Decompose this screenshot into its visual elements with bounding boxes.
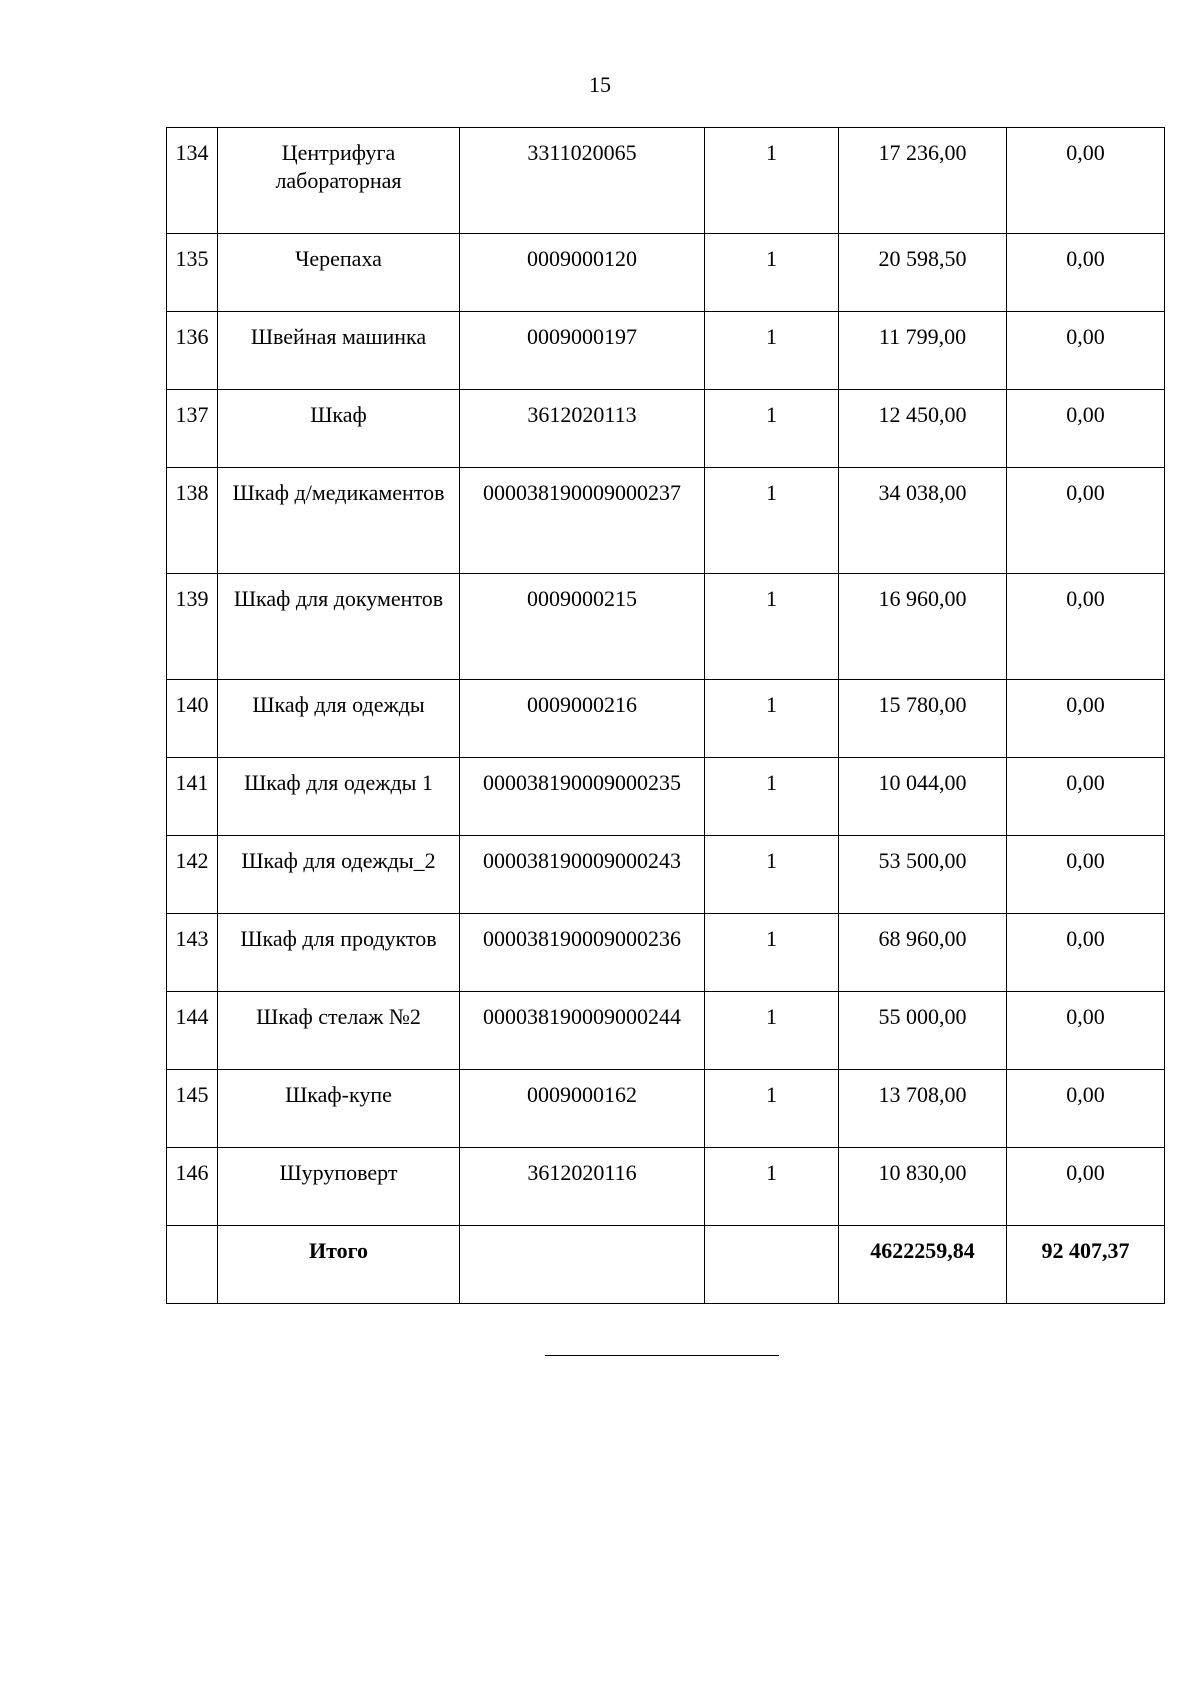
table-row <box>167 312 1165 390</box>
depreciation: 0,00 <box>1007 312 1165 390</box>
table-row <box>167 468 1165 574</box>
price: 20 598,50 <box>839 234 1007 312</box>
item-name: Центрифуга лабораторная <box>218 128 460 234</box>
quantity: 1 <box>705 390 839 468</box>
item-name: Шкаф для одежды 1 <box>218 758 460 836</box>
row-number: 144 <box>167 992 218 1070</box>
price: 53 500,00 <box>839 836 1007 914</box>
price: 16 960,00 <box>839 574 1007 680</box>
item-name: Шуруповерт <box>218 1148 460 1226</box>
price: 13 708,00 <box>839 1070 1007 1148</box>
item-name: Шкаф <box>218 390 460 468</box>
depreciation: 0,00 <box>1007 992 1165 1070</box>
table-row <box>167 234 1165 312</box>
item-name: Шкаф д/медикаментов <box>218 468 460 574</box>
table-row <box>167 1148 1165 1226</box>
inventory-code: 0009000197 <box>460 312 705 390</box>
row-number: 142 <box>167 836 218 914</box>
quantity: 1 <box>705 914 839 992</box>
footer-rule <box>545 1355 779 1356</box>
depreciation: 0,00 <box>1007 836 1165 914</box>
quantity: 1 <box>705 680 839 758</box>
inventory-code: 000038190009000244 <box>460 992 705 1070</box>
table-row <box>167 680 1165 758</box>
row-number: 138 <box>167 468 218 574</box>
row-number: 136 <box>167 312 218 390</box>
item-name: Шкаф стелаж №2 <box>218 992 460 1070</box>
depreciation: 0,00 <box>1007 468 1165 574</box>
inventory-code: 000038190009000235 <box>460 758 705 836</box>
item-name: Швейная машинка <box>218 312 460 390</box>
total-row <box>167 1226 1165 1304</box>
price: 11 799,00 <box>839 312 1007 390</box>
inventory-code: 0009000120 <box>460 234 705 312</box>
price: 12 450,00 <box>839 390 1007 468</box>
table-row <box>167 574 1165 680</box>
inventory-code: 3612020113 <box>460 390 705 468</box>
row-number: 135 <box>167 234 218 312</box>
table-row <box>167 758 1165 836</box>
price: 34 038,00 <box>839 468 1007 574</box>
price: 10 830,00 <box>839 1148 1007 1226</box>
item-name: Шкаф-купе <box>218 1070 460 1148</box>
quantity: 1 <box>705 312 839 390</box>
total-number-cell <box>167 1226 218 1304</box>
total-label: Итого <box>218 1226 460 1304</box>
table-row <box>167 1070 1165 1148</box>
table-row <box>167 992 1165 1070</box>
total-qty-cell <box>705 1226 839 1304</box>
row-number: 143 <box>167 914 218 992</box>
price: 68 960,00 <box>839 914 1007 992</box>
quantity: 1 <box>705 836 839 914</box>
item-name: Черепаха <box>218 234 460 312</box>
quantity: 1 <box>705 1148 839 1226</box>
table-row <box>167 836 1165 914</box>
price: 15 780,00 <box>839 680 1007 758</box>
row-number: 139 <box>167 574 218 680</box>
quantity: 1 <box>705 1070 839 1148</box>
quantity: 1 <box>705 574 839 680</box>
inventory-code: 0009000215 <box>460 574 705 680</box>
inventory-code: 0009000162 <box>460 1070 705 1148</box>
row-number: 146 <box>167 1148 218 1226</box>
quantity: 1 <box>705 128 839 234</box>
item-name: Шкаф для одежды_2 <box>218 836 460 914</box>
row-number: 137 <box>167 390 218 468</box>
table-row <box>167 390 1165 468</box>
page-number: 15 <box>589 72 611 97</box>
item-name: Шкаф для документов <box>218 574 460 680</box>
total-price: 4622259,84 <box>839 1226 1007 1304</box>
table-body <box>167 128 1165 1304</box>
total-code-cell <box>460 1226 705 1304</box>
inventory-code: 3612020116 <box>460 1148 705 1226</box>
depreciation: 0,00 <box>1007 574 1165 680</box>
inventory-code: 000038190009000243 <box>460 836 705 914</box>
depreciation: 0,00 <box>1007 680 1165 758</box>
item-name: Шкаф для продуктов <box>218 914 460 992</box>
quantity: 1 <box>705 234 839 312</box>
depreciation: 0,00 <box>1007 234 1165 312</box>
inventory-code: 3311020065 <box>460 128 705 234</box>
inventory-code: 000038190009000237 <box>460 468 705 574</box>
price: 17 236,00 <box>839 128 1007 234</box>
depreciation: 0,00 <box>1007 390 1165 468</box>
depreciation: 0,00 <box>1007 1070 1165 1148</box>
price: 10 044,00 <box>839 758 1007 836</box>
inventory-table <box>166 127 1165 1304</box>
price: 55 000,00 <box>839 992 1007 1070</box>
inventory-code: 000038190009000236 <box>460 914 705 992</box>
row-number: 145 <box>167 1070 218 1148</box>
inventory-code: 0009000216 <box>460 680 705 758</box>
row-number: 141 <box>167 758 218 836</box>
quantity: 1 <box>705 758 839 836</box>
depreciation: 0,00 <box>1007 758 1165 836</box>
depreciation: 0,00 <box>1007 1148 1165 1226</box>
row-number: 140 <box>167 680 218 758</box>
item-name: Шкаф для одежды <box>218 680 460 758</box>
table-row <box>167 128 1165 234</box>
quantity: 1 <box>705 992 839 1070</box>
depreciation: 0,00 <box>1007 128 1165 234</box>
depreciation: 0,00 <box>1007 914 1165 992</box>
total-depreciation: 92 407,37 <box>1007 1226 1165 1304</box>
row-number: 134 <box>167 128 218 234</box>
quantity: 1 <box>705 468 839 574</box>
table-row <box>167 914 1165 992</box>
